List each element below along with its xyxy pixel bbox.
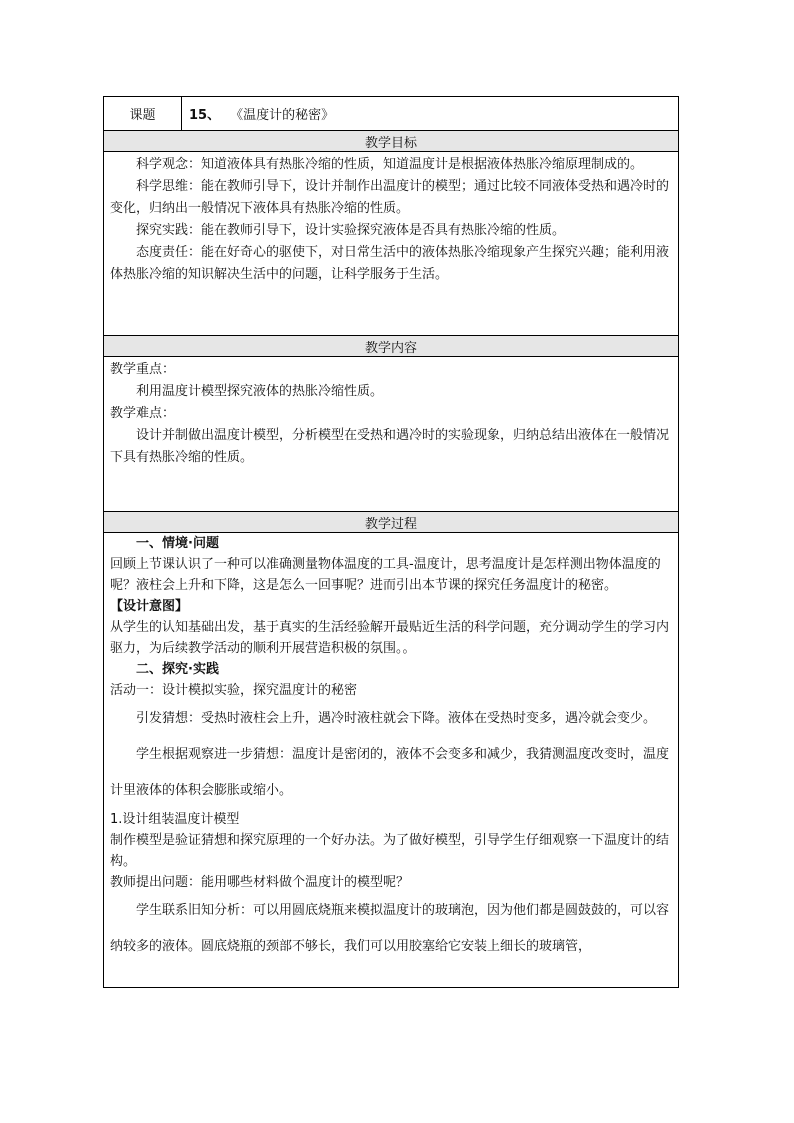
design-intent-label: 【设计意图】: [110, 599, 189, 614]
activity1-title: 活动一：设计模拟实验，探究温度计的秘密: [110, 683, 358, 698]
part1-title: 一、情境·问题: [136, 536, 219, 551]
content-section: [104, 357, 678, 512]
goal-science-thinking: 科学思维：能在教师引导下，设计并制作出温度计的模型；通过比较不同液体受热和遇冷时的变化，归纳出一般情况下液体具有热胀冷缩的性质。: [110, 179, 670, 216]
lesson-title: 《温度计的秘密》: [230, 108, 335, 123]
content-heading: 教学内容: [104, 336, 678, 357]
goal-science-concept: 科学观念：知道液体具有热胀冷缩的性质，知道温度计是根据液体热胀冷缩原理制成的。: [136, 157, 644, 172]
difficulty-label: 教学难点：: [110, 406, 176, 421]
design-intent-text: 从学生的认知基础出发，基于真实的生活经验解开最贴近生活的科学问题，充分调动学生的学习内驱力，为后续教学活动的顺利开展营造积极的氛围。。: [110, 620, 670, 656]
student-analysis: 学生联系旧知分析：可以用圆底烧瓶来模拟温度计的玻璃泡，因为他们都是圆鼓鼓的，可以容纳较多的液体。圆底烧瓶的颈部不够长，我们可以用胶塞给它安装上细长的玻璃管，: [110, 903, 670, 954]
title-row: [104, 97, 678, 131]
step1-text: 制作模型是验证猜想和探究原理的一个好办法。为了做好模型，引导学生仔细观察一下温度计的结构。: [110, 833, 670, 869]
topic-label: 课题: [104, 97, 182, 130]
goal-inquiry-practice: 探究实践：能在教师引导下，设计实验探究液体是否具有热胀冷缩的性质。: [136, 223, 566, 238]
topic-value: [182, 97, 678, 130]
goals-section: [104, 152, 678, 336]
guess1-text: 引发猜想：受热时液柱会上升，遇冷时液柱就会下降。液体在受热时变多，遇冷就会变少。: [136, 711, 657, 726]
key-point-label: 教学重点：: [110, 362, 176, 377]
part2-title: 二、探究·实践: [136, 662, 219, 677]
step1-title: 1.设计组装温度计模型: [110, 812, 240, 827]
process-section: [104, 533, 678, 987]
lesson-plan-table: [103, 96, 679, 988]
goals-heading: 教学目标: [104, 131, 678, 152]
process-heading: 教学过程: [104, 512, 678, 533]
key-point-text: 利用温度计模型探究液体的热胀冷缩性质。: [136, 384, 384, 399]
guess2-text: 学生根据观察进一步猜想：温度计是密闭的，液体不会变多和减少，我猜测温度改变时，温度计里液体的体积会膨胀或缩小。: [110, 747, 670, 798]
goal-attitude: 态度责任：能在好奇心的驱使下，对日常生活中的液体热胀冷缩现象产生探究兴趣；能利用液体热胀冷缩的知识解决生活中的问题，让科学服务于生活。: [110, 245, 670, 282]
teacher-question: 教师提出问题：能用哪些材料做个温度计的模型呢？: [110, 875, 410, 890]
lesson-number: 15、: [189, 108, 221, 123]
difficulty-text: 设计并制做出温度计模型，分析模型在受热和遇冷时的实验现象，归纳总结出液体在一般情况下具有热胀冷缩的性质。: [110, 428, 670, 465]
part1-text: 回顾上节课认识了一种可以准确测量物体温度的工具-温度计，思考温度计是怎样测出物体温度的呢？液柱会上升和下降，这是怎么一回事呢？进而引出本节课的探究任务温度计的秘密。: [110, 557, 661, 593]
